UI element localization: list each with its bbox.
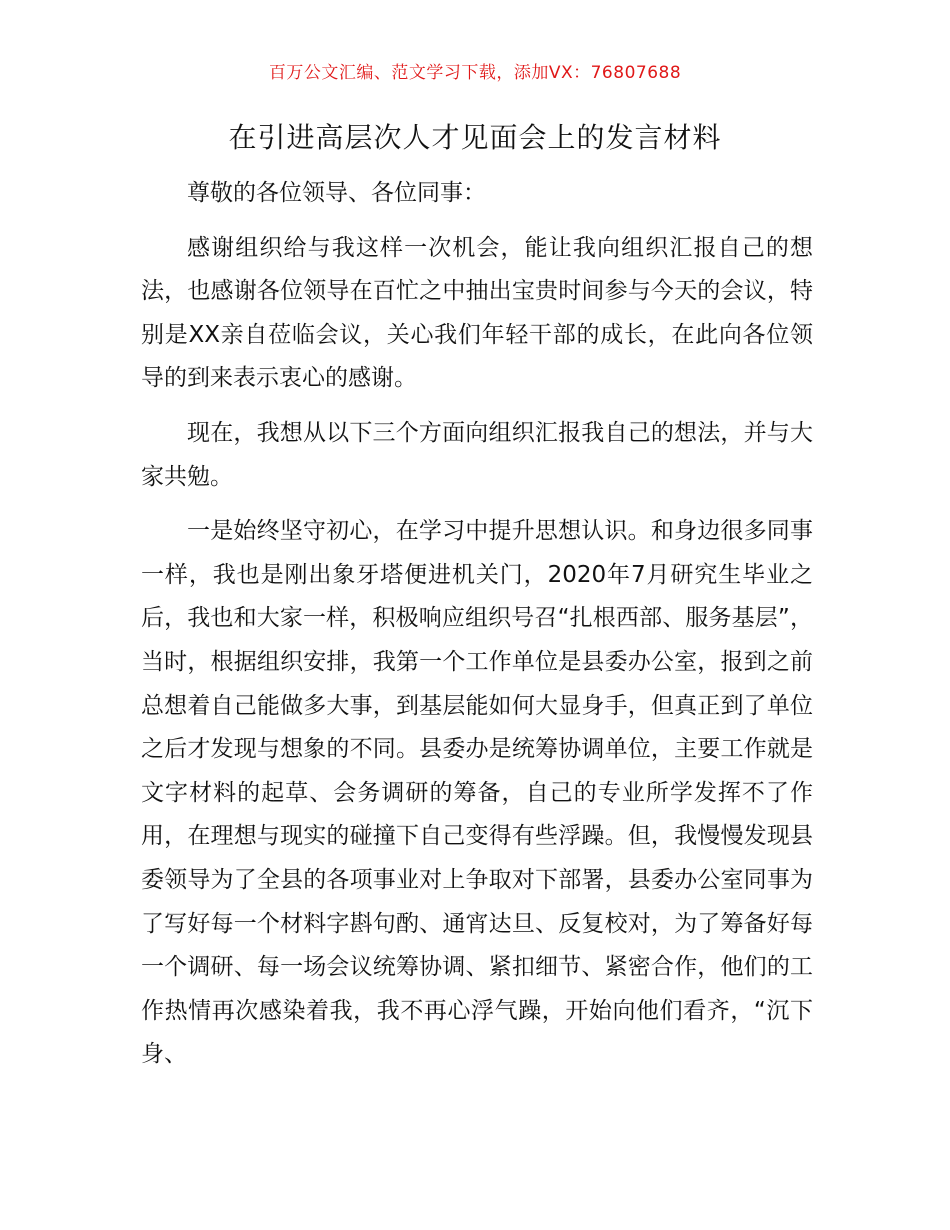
- salutation: 尊敬的各位领导、各位同事：: [187, 180, 486, 206]
- header-banner: 百万公文汇编、范文学习下载，添加VX：76807688: [268, 63, 682, 83]
- paragraph-point-one: 一是始终坚守初心，在学习中提升思想认识。和身边很多同事一样，我也是刚出象牙塔便进机关门，2020年7月研究生毕业之后，我也和大家一样，积极响应组织号召“扎根西部、服务基层”，当时，根据组织安排，我第一个工作单位是县委办公室，报到之前总想着自己能做多大事，到基层能如何大显身手，但真正到了单位之后才发现与想象的不同。县委办是统筹协调单位，主要工作就是文字材料的起草、会务调研的筹备，自己的专业所学发挥不了作用，在理想与现实的碰撞下自己变得有些浮躁。但，我慢慢发现县委领导为了全县的各项事业对上争取对下部署，县委办公室同事为了写好每一个材料字斟句酌、通宵达旦、反复校对，为了筹备好每一个调研、每一场会议统筹协调、紧扣细节、紧密合作，他们的工作热情再次感染着我，我不再心浮气躁，开始向他们看齐，“沉下身、: [141, 518, 813, 1068]
- document-title: 在引进高层次人才见面会上的发言材料: [228, 121, 722, 154]
- paragraph-thanks: 感谢组织给与我这样一次机会，能让我向组织汇报自己的想法，也感谢各位领导在百忙之中抽出宝贵时间参与今天的会议，特别是XX亲自莅临会议，关心我们年轻干部的成长，在此向各位领导的到来表示衷心的感谢。: [141, 234, 813, 392]
- paragraph-outline: 现在，我想从以下三个方面向组织汇报我自己的想法，并与大家共勉。: [141, 419, 813, 490]
- document-body: [141, 172, 813, 1088]
